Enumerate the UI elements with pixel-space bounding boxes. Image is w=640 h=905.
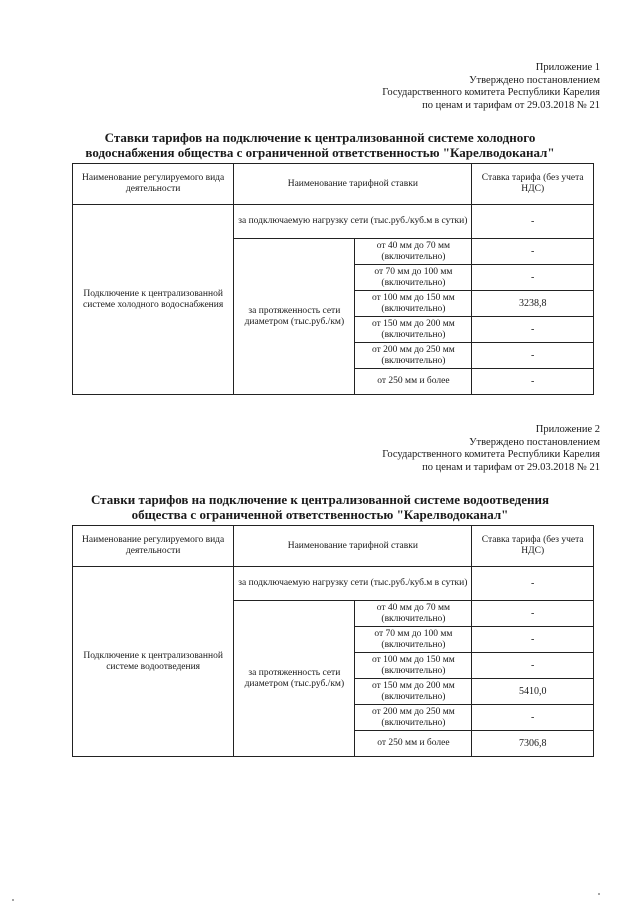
table-2-title — [40, 492, 600, 522]
approval-line: Утверждено постановлением — [469, 436, 600, 448]
rate-value-cell: - — [472, 343, 594, 369]
load-rate-value: - — [472, 567, 594, 601]
header-rate: Ставка тарифа (без учета НДС) — [472, 526, 594, 567]
rate-value-cell: - — [472, 317, 594, 343]
appendix-number: Приложение 2 — [535, 424, 600, 435]
decree-line: по ценам и тарифам от 29.03.2018 № 21 — [422, 99, 600, 111]
appendix-1-header — [382, 62, 600, 112]
header-rate-name: Наименование тарифной ставки — [234, 164, 472, 205]
decree-line: по ценам и тарифам от 29.03.2018 № 21 — [422, 461, 600, 473]
title-line: Ставки тарифов на подключение к централизованной системе холодного — [104, 130, 536, 145]
rate-value-cell: - — [472, 601, 594, 627]
header-activity: Наименование регулируемого вида деятельности — [73, 164, 234, 205]
header-rate-name: Наименование тарифной ставки — [234, 526, 472, 567]
diameter-cell: от 200 мм до 250 мм (включительно) — [355, 343, 472, 369]
diameter-cell: от 150 мм до 200 мм (включительно) — [355, 317, 472, 343]
length-rate-label: за протяженность сети диаметром (тыс.руб./км) — [234, 601, 355, 757]
diameter-cell: от 150 мм до 200 мм (включительно) — [355, 679, 472, 705]
length-rate-label: за протяженность сети диаметром (тыс.руб./км) — [234, 239, 355, 395]
diameter-cell: от 70 мм до 100 мм (включительно) — [355, 265, 472, 291]
table-1-title — [40, 130, 600, 160]
diameter-cell: от 250 мм и более — [355, 369, 472, 395]
diameter-cell: от 100 мм до 150 мм (включительно) — [355, 291, 472, 317]
title-line: водоснабжения общества с ограниченной ответственностью "Карелводоканал" — [85, 145, 555, 160]
activity-cell: Подключение к централизованной системе водоотведения — [73, 567, 234, 757]
scan-speck — [598, 893, 600, 895]
rate-value-cell: - — [472, 627, 594, 653]
header-activity: Наименование регулируемого вида деятельности — [73, 526, 234, 567]
diameter-cell: от 70 мм до 100 мм (включительно) — [355, 627, 472, 653]
appendix-2-header — [382, 424, 600, 474]
rate-value-cell: 7306,8 — [472, 731, 594, 757]
rate-value-cell: - — [472, 239, 594, 265]
tariff-table-wastewater — [72, 525, 594, 757]
rate-value-cell: 3238,8 — [472, 291, 594, 317]
rate-value-cell: - — [472, 265, 594, 291]
rate-value-cell: - — [472, 369, 594, 395]
header-rate: Ставка тарифа (без учета НДС) — [472, 164, 594, 205]
diameter-cell: от 200 мм до 250 мм (включительно) — [355, 705, 472, 731]
rate-value-cell: 5410,0 — [472, 679, 594, 705]
load-rate-label: за подключаемую нагрузку сети (тыс.руб./куб.м в сутки) — [234, 567, 472, 601]
appendix-number: Приложение 1 — [535, 62, 600, 73]
rate-value-cell: - — [472, 705, 594, 731]
authority-line: Государственного комитета Республики Карелия — [382, 87, 600, 98]
approval-line: Утверждено постановлением — [469, 74, 600, 86]
tariff-table-water-supply — [72, 163, 594, 395]
title-line: общества с ограниченной ответственностью "Карелводоканал" — [131, 507, 509, 522]
activity-cell: Подключение к централизованной системе холодного водоснабжения — [73, 205, 234, 395]
diameter-cell: от 100 мм до 150 мм (включительно) — [355, 653, 472, 679]
load-rate-value: - — [472, 205, 594, 239]
title-line: Ставки тарифов на подключение к централизованной системе водоотведения — [90, 492, 550, 507]
diameter-cell: от 250 мм и более — [355, 731, 472, 757]
authority-line: Государственного комитета Республики Карелия — [382, 449, 600, 460]
diameter-cell: от 40 мм до 70 мм (включительно) — [355, 239, 472, 265]
diameter-cell: от 40 мм до 70 мм (включительно) — [355, 601, 472, 627]
load-rate-label: за подключаемую нагрузку сети (тыс.руб./куб.м в сутки) — [234, 205, 472, 239]
scan-speck — [12, 899, 14, 901]
rate-value-cell: - — [472, 653, 594, 679]
